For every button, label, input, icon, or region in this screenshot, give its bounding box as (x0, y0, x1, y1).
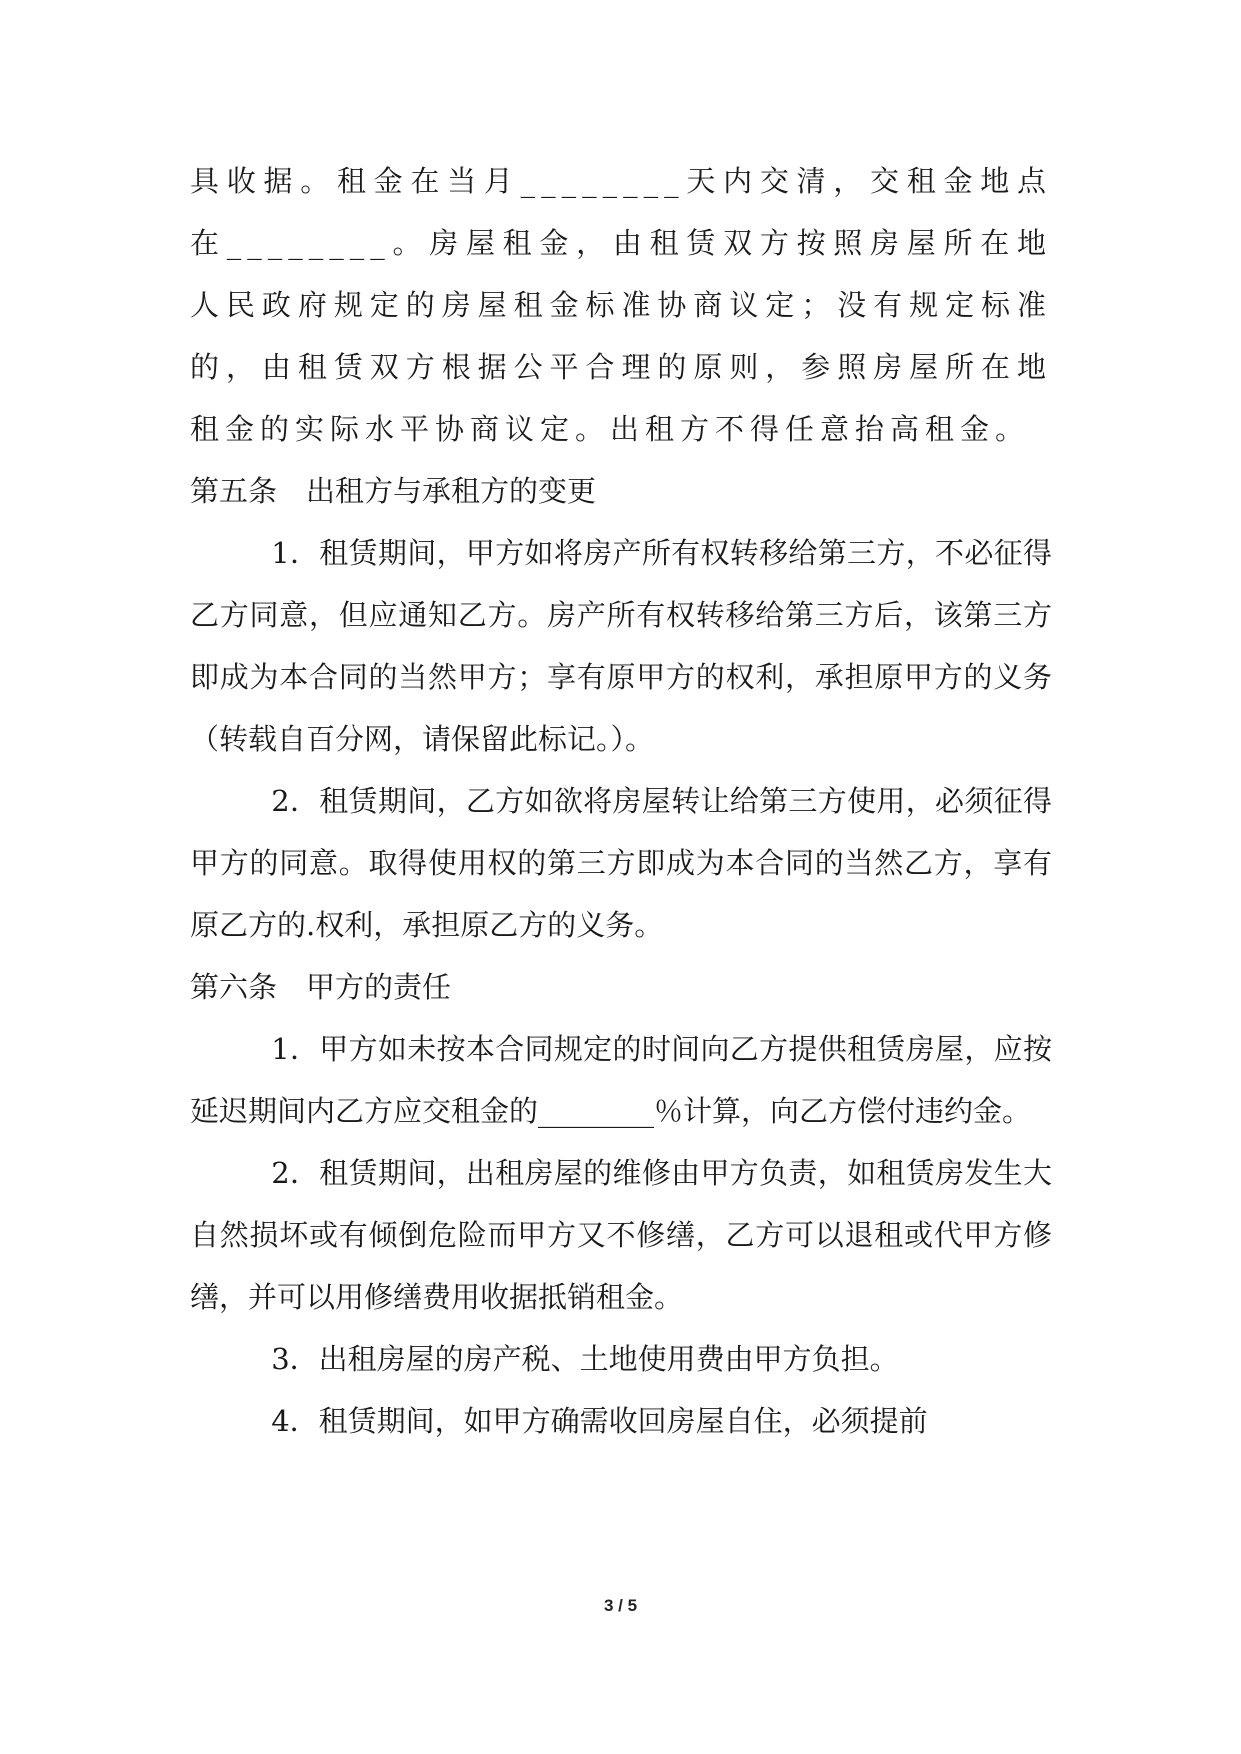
paragraph-article-6-item-4: 4．租赁期间，如甲方确需收回房屋自住，必须提前 (271, 1404, 928, 1438)
heading-article-5: 第五条 出租方与承租方的变更 (190, 474, 597, 508)
document-body (190, 150, 1052, 1452)
paragraph-article-6-item-3: 3．出租房屋的房产税、土地使用费由甲方负担。 (271, 1342, 899, 1376)
paragraph-article-6-item-2: 2．租赁期间，出租房屋的维修由甲方负责，如租赁房发生大自然损坏或有倾倒危险而甲方又不修缮，乙方可以退租或代甲方修缮，并可以用修缮费用收据抵销租金。 (190, 1156, 1052, 1314)
paragraph-article-6-item-1: 1．甲方如未按本合同规定的时间向乙方提供租赁房屋，应按延迟期间内乙方应交租金的________％计算，向乙方偿付违约金。 (190, 1032, 1052, 1128)
heading-article-6: 第六条 甲方的责任 (190, 970, 452, 1004)
paragraph-article-5-item-1: 1．租赁期间，甲方如将房产所有权转移给第三方，不必征得乙方同意，但应通知乙方。房产所有权转移给第三方后，该第三方即成为本合同的当然甲方；享有原甲方的权利，承担原甲方的义务（转载自百分网，请保留此标记。）。 (190, 536, 1052, 756)
paragraph-rent-terms: 具收据。租金在当月________天内交清，交租金地点在________。房屋租金，由租赁双方按照房屋所在地人民政府规定的房屋租金标准协商议定；没有规定标准的，由租赁双方根据公平合理的原则，参照房屋所在地租金的实际水平协商议定。出租方不得任意抬高租金。 (190, 164, 1052, 446)
page-number: 3 / 5 (603, 1596, 638, 1615)
paragraph-article-5-item-2: 2．租赁期间，乙方如欲将房屋转让给第三方使用，必须征得甲方的同意。取得使用权的第三方即成为本合同的当然乙方，享有原乙方的.权利，承担原乙方的义务。 (190, 784, 1052, 942)
